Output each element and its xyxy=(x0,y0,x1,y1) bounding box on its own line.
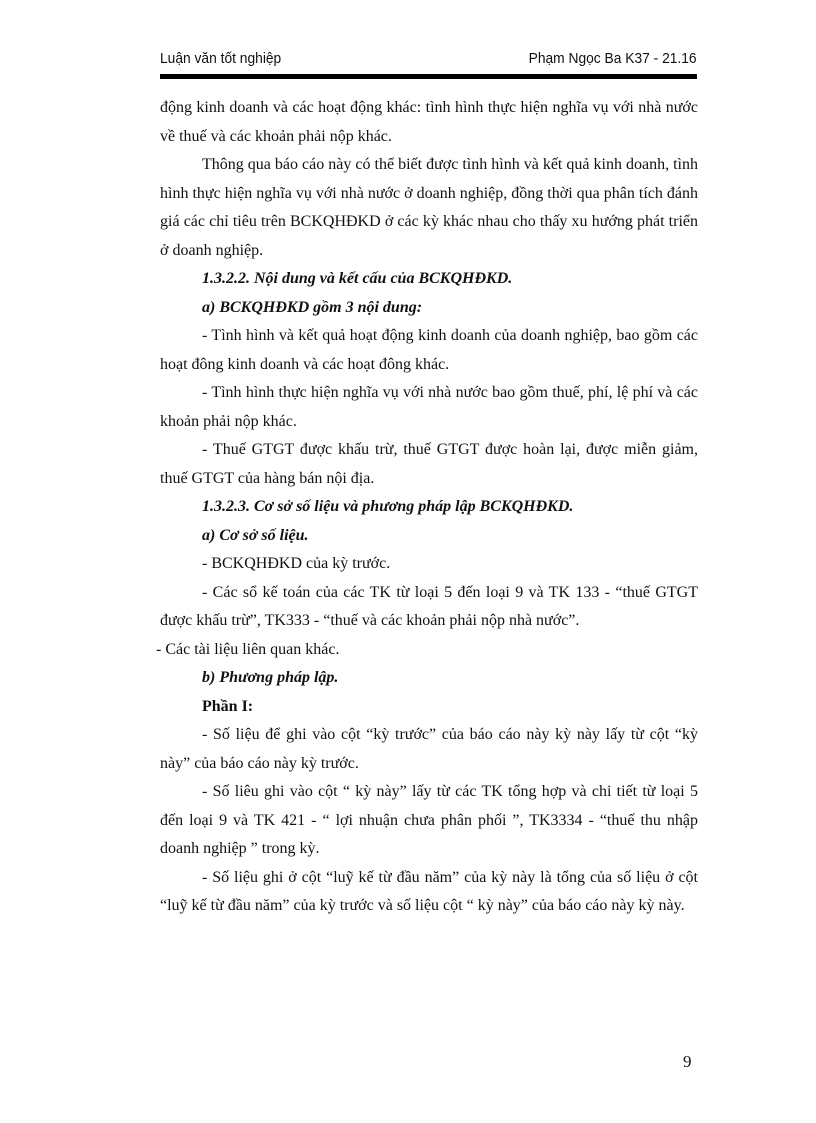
list-item: - BCKQHĐKD của kỳ trước. xyxy=(202,555,391,572)
subsection-heading: a) BCKQHĐKD gồm 3 nội dung: xyxy=(202,298,423,316)
subsection-heading: a) Cơ sở số liệu. xyxy=(202,526,309,544)
page-header xyxy=(160,48,697,72)
list-item: - Tình hình và kết quả hoạt động kinh doanh của doanh nghiệp, bao gồm các hoạt đông kinh doanh và các hoạt đông khác. xyxy=(160,327,698,373)
section-heading: 1.3.2.3. Cơ sở số liệu và phương pháp lập BCKQHĐKD. xyxy=(202,498,574,515)
list-item: - Số liệu ghi ở cột “luỹ kế từ đầu năm” của kỳ này là tổng của số liệu ở cột “luỹ kế từ đầu năm” của kỳ trước và số liệu cột “ kỳ này” của báo cáo này kỳ này. xyxy=(160,868,698,914)
paragraph: động kinh doanh và các hoạt động khác: tình hình thực hiện nghĩa vụ với nhà nước về thuế và các khoản phải nộp khác. xyxy=(160,99,698,145)
paragraph: Thông qua báo cáo này có thể biết được tình hình và kết quả kinh doanh, tình hình thực hiện nghĩa vụ với nhà nước ở doanh nghiệp, đồng thời qua phân tích đánh giá các chỉ tiêu trên BCKQHĐKD ở các kỳ khác nhau cho thấy xu hướng phát triển ở doanh nghiệp. xyxy=(160,156,698,259)
page-number: 9 xyxy=(683,1052,692,1071)
list-item: - Thuế GTGT được khấu trừ, thuế GTGT được hoàn lại, được miễn giảm, thuế GTGT của hàng bán nội địa. xyxy=(160,441,698,487)
list-item: - Số liệu để ghi vào cột “kỳ trước” của báo cáo này kỳ này lấy từ cột “kỳ này” của báo cáo này kỳ trước. xyxy=(160,726,698,772)
header-title: Luận văn tốt nghiệp xyxy=(160,50,282,67)
list-item: - Tình hình thực hiện nghĩa vụ với nhà nước bao gồm thuế, phí, lệ phí và các khoản phải nộp khác. xyxy=(160,384,698,430)
header-rule xyxy=(160,74,697,79)
list-item: - Các sổ kế toán của các TK từ loại 5 đến loại 9 và TK 133 - “thuế GTGT được khấu trừ”, TK333 - “thuế và các khoản phải nộp nhà nước”. xyxy=(160,583,698,629)
section-heading: 1.3.2.2. Nội dung và kết cấu của BCKQHĐKD. xyxy=(202,270,513,287)
list-item: - Các tài liệu liên quan khác. xyxy=(156,640,340,658)
list-item: - Số liêu ghi vào cột “ kỳ này” lấy từ các TK tổng hợp và chi tiết từ loại 5 đến loại 9 và TK 421 - “ lợi nhuận chưa phân phối ”, TK3334 - “thuế thu nhập doanh nghiệp ” trong kỳ. xyxy=(160,783,698,857)
part-heading: Phần I: xyxy=(202,697,254,715)
header-author: Phạm Ngọc Ba K37 - 21.16 xyxy=(528,50,697,67)
subsection-heading: b) Phương pháp lập. xyxy=(202,669,339,686)
body-text xyxy=(156,94,698,921)
